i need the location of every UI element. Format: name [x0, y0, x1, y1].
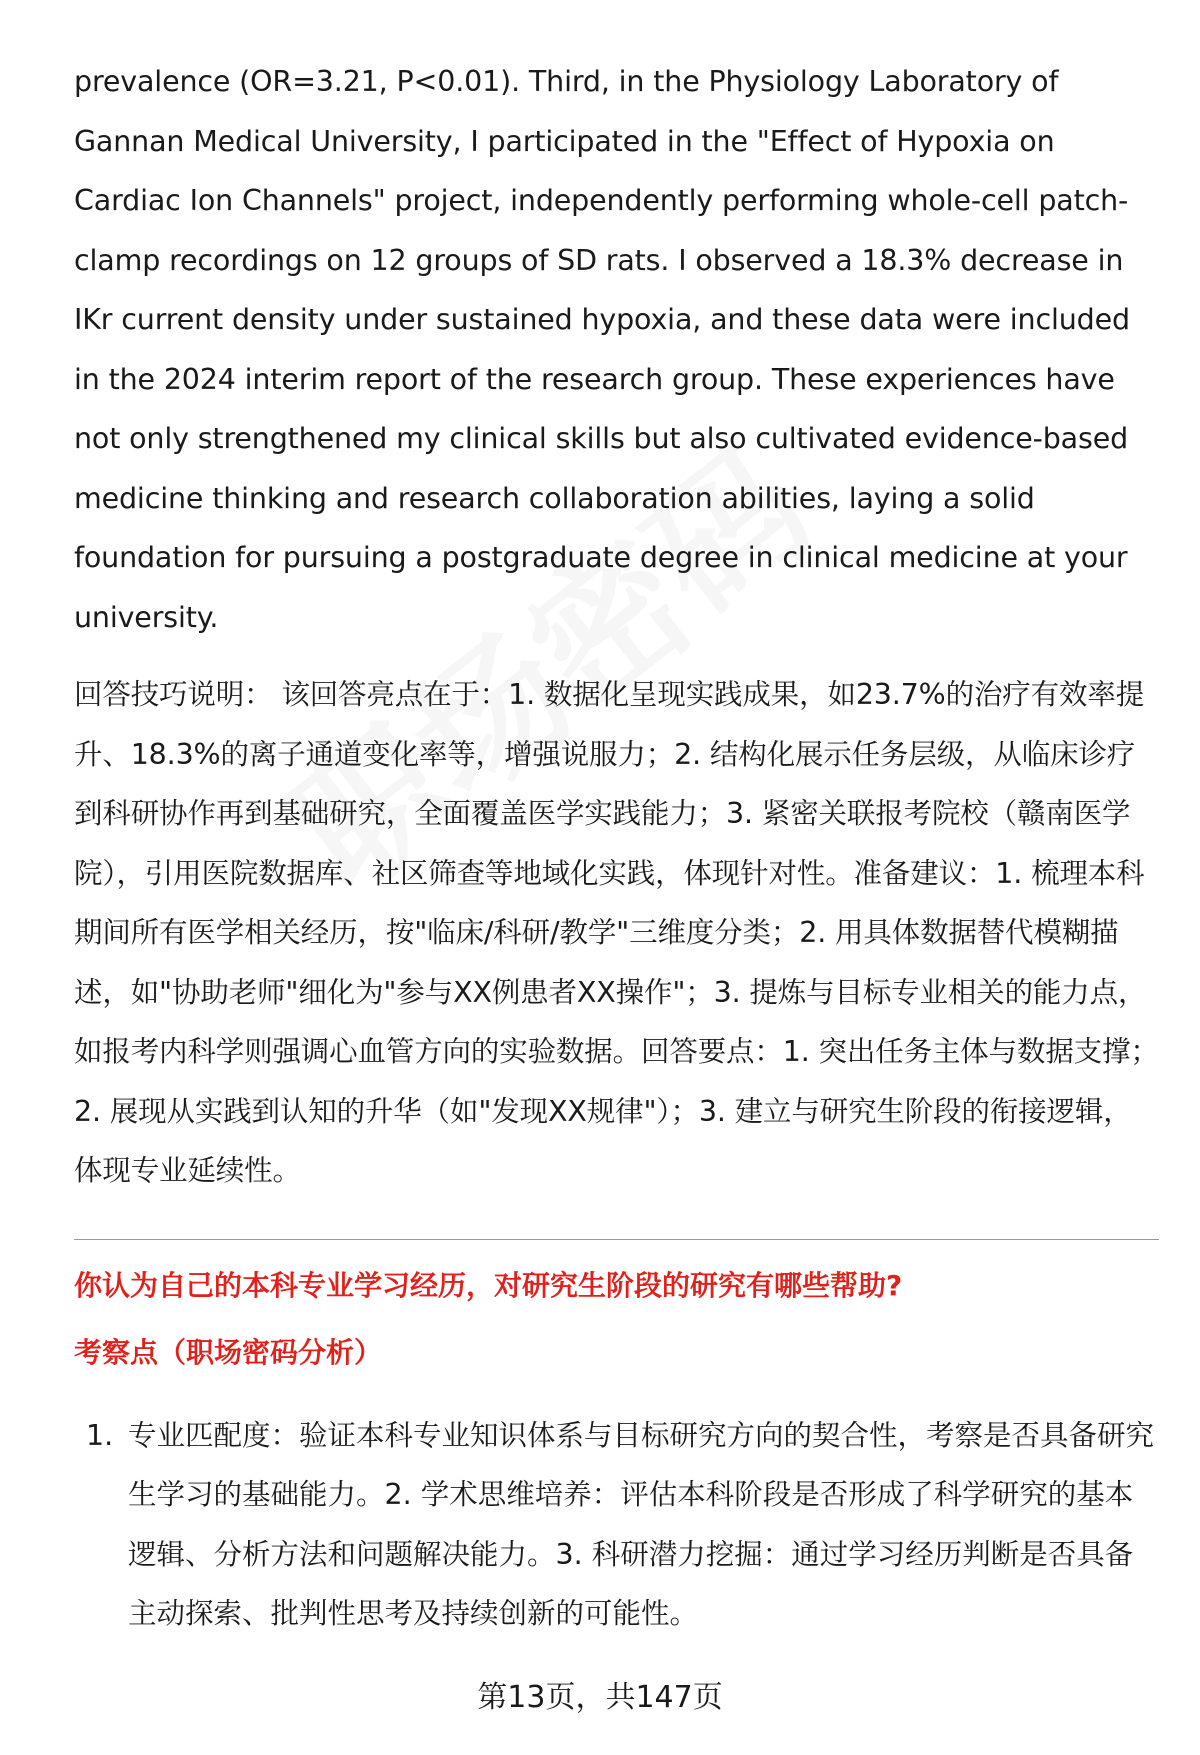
page-footer: 第13页，共147页: [477, 1680, 723, 1715]
assessment-points-heading: 考察点（职场密码分析）: [74, 1335, 383, 1369]
document-page: [74, 52, 1159, 1644]
question-title: 你认为自己的本科专业学习经历，对研究生阶段的研究有哪些帮助?: [74, 1268, 903, 1302]
answer-tips-paragraph: 回答技巧说明： 该回答亮点在于：1. 数据化呈现实践成果，如23.7%的治疗有效率提升、18.3%的离子通道变化率等，增强说服力；2. 结构化展示任务层级，从临床诊疗到科研协作再到基础研究，全面覆盖医学实践能力；3. 紧密关联报考院校（赣南医学院），引用医院数据库、社区筛查等地域化实践，体现针对性。准备建议：1. 梳理本科期间所有医学相关经历，按"临床/科研/教学"三维度分类；2. 用具体数据替代模糊描述，如"协助老师"细化为"参与XX例患者XX操作"；3. 提炼与目标专业相关的能力点，如报考内科学则强调心血管方向的实验数据。回答要点：1. 突出任务主体与数据支撑；2. 展现从实践到认知的升华（如"发现XX规律"）；3. 建立与研究生阶段的衔接逻辑，体现专业延续性。: [74, 678, 1159, 1187]
list-item-number: 1.: [86, 1418, 114, 1452]
answer-paragraph-english: prevalence (OR=3.21, P<0.01). Third, in the Physiology Laboratory of Gannan Medical University, I participated in the "Effect of Hypoxia on Cardiac Ion Channels" project, independently performing whole-cell patch-clamp recordings on 12 groups of SD rats. I observed a 18.3% decrease in IKr current density under sustained hypoxia, and these data were included in the 2024 interim report of the research group. These experiences have not only strengthened my clinical skills but also cultivated evidence-based medicine thinking and research collaboration abilities, laying a solid foundation for pursuing a postgraduate degree in clinical medicine at your university.: [74, 65, 1130, 634]
assessment-points-list: [74, 1406, 1159, 1644]
section-divider: [74, 1239, 1159, 1240]
list-item-text: 专业匹配度：验证本科专业知识体系与目标研究方向的契合性，考察是否具备研究生学习的基础能力。2. 学术思维培养：评估本科阶段是否形成了科学研究的基本逻辑、分析方法和问题解决能力。3. 科研潜力挖掘：通过学习经历判断是否具备主动探索、批判性思考及持续创新的可能性。: [128, 1418, 1155, 1630]
list-item: [74, 1406, 1159, 1644]
